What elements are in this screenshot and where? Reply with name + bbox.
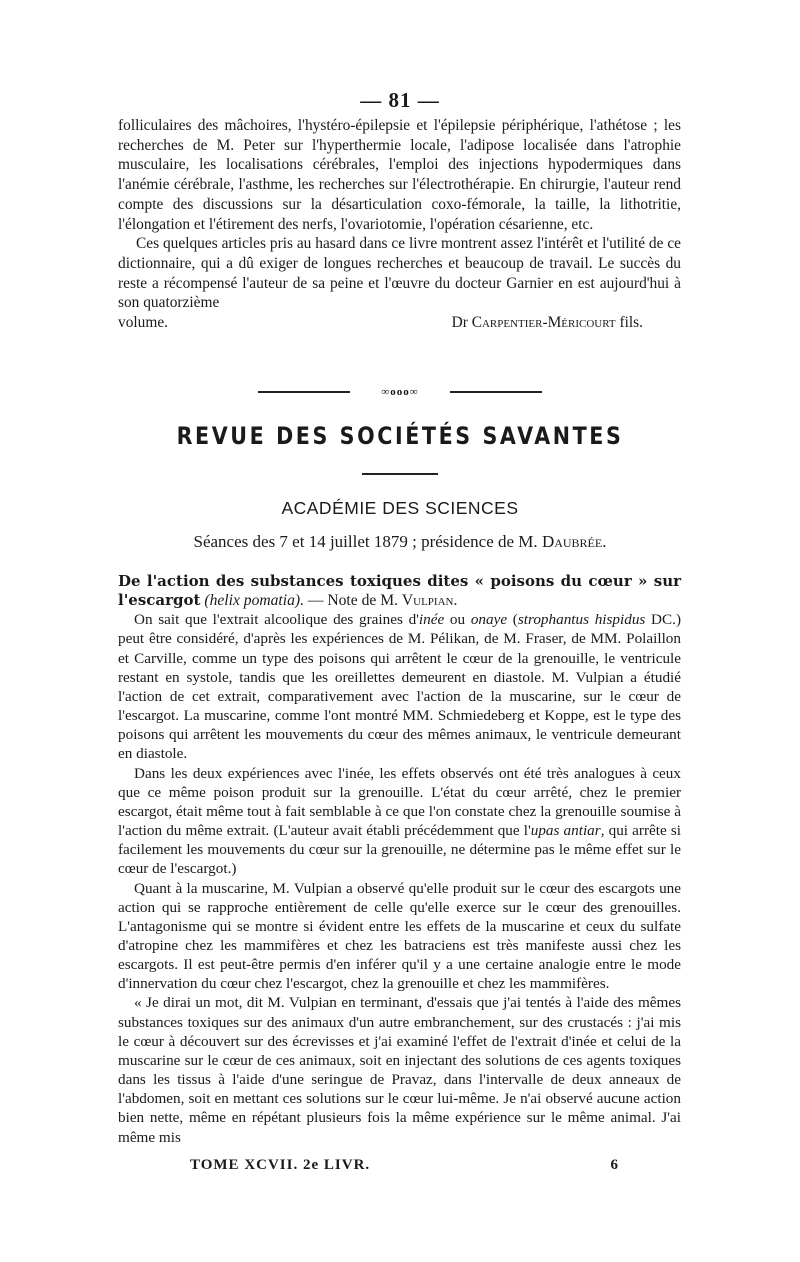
signature-line bbox=[118, 313, 681, 333]
academy-heading: ACADÉMIE DES SCIENCES bbox=[281, 498, 519, 518]
article-title bbox=[118, 572, 681, 610]
ornament-glyph: ∞ooo∞ bbox=[350, 386, 450, 398]
author-signature bbox=[452, 313, 681, 333]
text-run: Dans les deux expériences avec l'inée, les effets observés ont été très analogues à ceux que ce même poison produit sur la grenouille. L'état du cœur arrêté, chez le premier escargot, était même tout à fait semblable à ce que l'on constate chez la grenouille soumise à l'action du même extrait. (L'auteur avait établi précédemment que l' bbox=[118, 764, 681, 840]
text-run: On sait que l'extrait alcoolique des graines d' bbox=[134, 611, 419, 629]
president-name: Daubrée. bbox=[541, 532, 607, 551]
sessions-line bbox=[0, 532, 800, 552]
italic-term: upas antiar bbox=[530, 822, 601, 840]
intro-paragraph: Ces quelques articles pris au hasard dans ce livre montrent assez l'intérêt et l'utilité de ce dictionnaire, qui a dû exiger de longues recherches et beaucoup de travail. Le succès du reste a récompensé l'auteur de sa peine et l'œuvre du docteur Garnier en est aujourd'hui à son quatorzième bbox=[118, 235, 681, 312]
author-name: Carpentier-Méricourt bbox=[471, 314, 616, 332]
italic-term: strophantus hispidus bbox=[517, 611, 646, 629]
section-heading: REVUE DES SOCIÉTÉS SAVANTES bbox=[176, 422, 624, 450]
article-paragraph: Quant à la muscarine, M. Vulpian a observé qu'elle produit sur le cœur des escargots une action qui se rapproche entièrement de celle qu'elle exerce sur le cœur des grenouilles. L'antagonisme qui se montre si évident entre les effets de la muscarine et ceux du sulfate d'atropine chez les mammifères et chez les batraciens est très manifeste aussi chez les escargots. Il est peut-être permis d'en inférer qu'il y a une certaine analogie entre le mode d'innervation du cœur chez l'escargot, chez la grenouille et chez les mammifères. bbox=[118, 879, 681, 993]
note-author: Vulpian. bbox=[401, 592, 458, 610]
article-paragraph bbox=[118, 764, 681, 879]
last-word: volume. bbox=[118, 314, 169, 332]
title-prefix: Dr bbox=[451, 314, 468, 332]
page-number: — 81 — bbox=[360, 88, 440, 112]
text-run: DC.) peut être considéré, d'après les expériences de M. Pélikan, de M. Fraser, de MM. Polaillon et Carville, comme un type des poisons qui arrêtent le cœur de la grenouille, le ventricule restant en systole, tandis que les oreillettes demeurent en diastole. M. Vulpian a étudié l'action de cet extrait, comparativement avec l'action de la muscarine, sur le cœur de l'escargot. La muscarine, comme l'ont montré MM. Schmiedeberg et Koppe, est le type des poisons qui arrêtent les mouvements du cœur des mêmes animaux, le ventricule demeurant en diastole. bbox=[118, 611, 682, 763]
signature-mark: 6 bbox=[610, 1157, 618, 1173]
intro-paragraph: folliculaires des mâchoires, l'hystéro-épilepsie et l'épilepsie périphérique, l'athétose ; les recherches de M. Peter sur l'hyperthermie locale, l'adipose localisée dans l'atrophie musculaire, les localisations cérébrales, l'emploi des injections hypodermiques dans l'anémie cérébrale, l'asthme, les recherches sur l'électrothérapie. En chirurgie, l'auteur rend compte des discussions sur la désarticulation coxo-fémorale, la taille, la lithotritie, l'élongation et l'étirement des nerfs, l'ovariotomie, l'opération césarienne, etc. bbox=[118, 117, 681, 233]
italic-term: inée bbox=[418, 611, 445, 629]
text-run: ( bbox=[507, 611, 518, 629]
sessions-text: Séances des 7 et 14 juillet 1879 ; présidence de M. bbox=[193, 532, 538, 551]
title-note: — Note de M. bbox=[303, 592, 402, 610]
page-footer bbox=[118, 1157, 618, 1174]
ornament-divider bbox=[258, 386, 542, 398]
volume-label: TOME XCVII. 2e LIVR. bbox=[190, 1157, 371, 1173]
italic-term: onaye bbox=[470, 611, 508, 629]
text-run: , qui arrête si facilement les mouvements du cœur sur la grenouille, ne détermine pas le même effet sur le cœur de l'escargot.) bbox=[118, 822, 681, 878]
article-paragraph: « Je dirai un mot, dit M. Vulpian en terminant, d'essais que j'ai tentés à l'aide des mêmes substances toxiques sur des animaux d'un autre embranchement, sur des crustacés : j'ai mis le cœur à découvert sur des écrevisses et j'ai examiné l'effet de l'extrait d'inée et celui de la muscarine sur le cœur de ces animaux, soit en injectant des solutions de ces agents toxiques dans les tissus à l'aide d'une seringue de Pravaz, dans l'intervalle de deux anneaux de l'abdomen, soit en mettant ces solutions sur le cœur lui-même. Je n'ai observé aucune action bien nette, même en répétant plusieurs fois la même expérience sur le même animal. J'ai même mis bbox=[118, 994, 681, 1146]
text-run: ou bbox=[444, 611, 471, 629]
article-paragraph bbox=[118, 610, 681, 763]
heading-rule bbox=[362, 473, 438, 475]
article-body bbox=[118, 572, 681, 1147]
name-suffix: fils. bbox=[619, 314, 643, 332]
article-title-bold: De l'action des substances toxiques dites « poisons du cœur » sur l'escargot bbox=[118, 572, 681, 610]
species-name: (helix pomatia). bbox=[204, 592, 304, 610]
review-conclusion bbox=[118, 116, 681, 333]
